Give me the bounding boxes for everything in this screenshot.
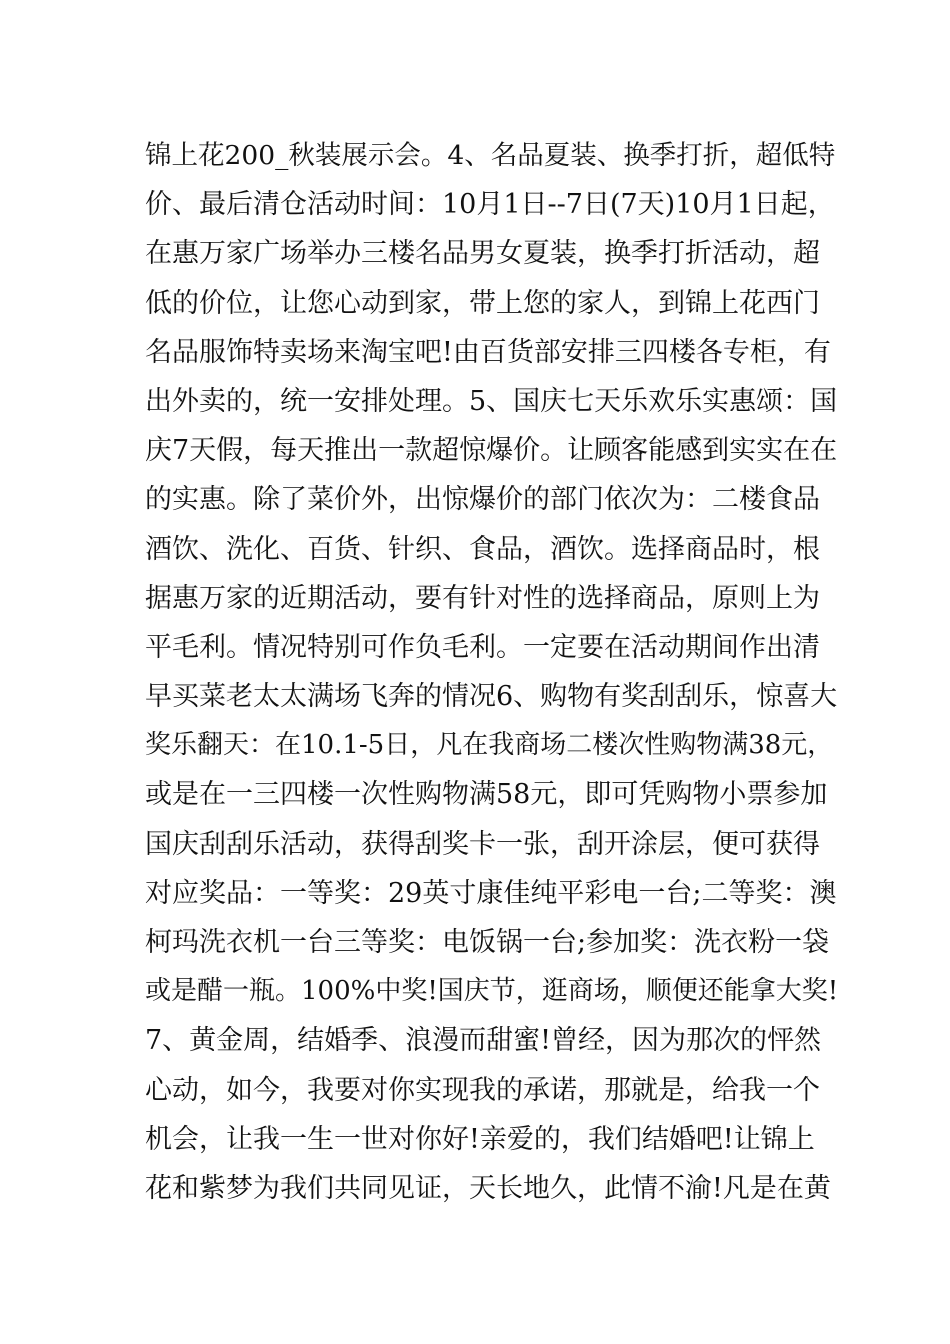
text-line: 柯玛洗衣机一台三等奖：电饭锅一台;参加奖：洗衣粉一袋 — [145, 927, 830, 958]
text-line: 名品服饰特卖场来淘宝吧!由百货部安排三四楼各专柜，有 — [145, 336, 831, 368]
text-line: 心动，如今，我要对你实现我的承诺，那就是，给我一个 — [145, 1074, 820, 1106]
text-line: 或是在一三四楼一次性购物满58元，即可凭购物小票参加 — [145, 779, 828, 811]
text-line: 酒饮、洗化、百货、针织、食品，酒饮。选择商品时，根 — [145, 533, 820, 565]
text-line: 奖乐翻天：在10.1-5日，凡在我商场二楼次性购物满38元， — [145, 730, 834, 761]
text-line: 花和紫梦为我们共同见证，天长地久，此情不渝!凡是在黄 — [145, 1172, 831, 1204]
text-line: 低的价位，让您心动到家，带上您的家人，到锦上花西门 — [145, 287, 820, 319]
text-line: 据惠万家的近期活动，要有针对性的选择商品，原则上为 — [145, 582, 820, 614]
text-line: 的实惠。除了菜价外，出惊爆价的部门依次为：二楼食品 — [145, 484, 820, 516]
text-line: 出外卖的，统一安排处理。5、国庆七天乐欢乐实惠颂：国 — [145, 385, 838, 417]
text-line: 庆7天假，每天推出一款超惊爆价。让顾客能感到实实在在 — [145, 435, 838, 467]
text-line: 早买菜老太太满场飞奔的情况6、购物有奖刮刮乐，惊喜大 — [145, 681, 838, 713]
text-line: 平毛利。情况特别可作负毛利。一定要在活动期间作出清 — [145, 631, 820, 663]
text-line: 7、黄金周，结婚季、浪漫而甜蜜!曾经，因为那次的怦然 — [145, 1025, 822, 1057]
text-line: 或是醋一瓶。100%中奖!国庆节，逛商场，顺便还能拿大奖! — [145, 976, 839, 1007]
text-line: 对应奖品：一等奖：29英寸康佳纯平彩电一台;二等奖：澳 — [145, 877, 837, 909]
text-line: 价、最后清仓活动时间：10月1日--7日(7天)10月1日起， — [145, 189, 835, 221]
text-line: 国庆刮刮乐活动，获得刮奖卡一张，刮开涂层，便可获得 — [145, 828, 820, 860]
text-line: 机会，让我一生一世对你好!亲爱的，我们结婚吧!让锦上 — [145, 1123, 815, 1155]
text-line: 在惠万家广场举办三楼名品男女夏装，换季打折活动，超 — [145, 238, 820, 270]
body-text — [145, 131, 845, 1213]
text-line: 锦上花200_秋装展示会。4、名品夏装、换季打折，超低特 — [145, 140, 836, 171]
